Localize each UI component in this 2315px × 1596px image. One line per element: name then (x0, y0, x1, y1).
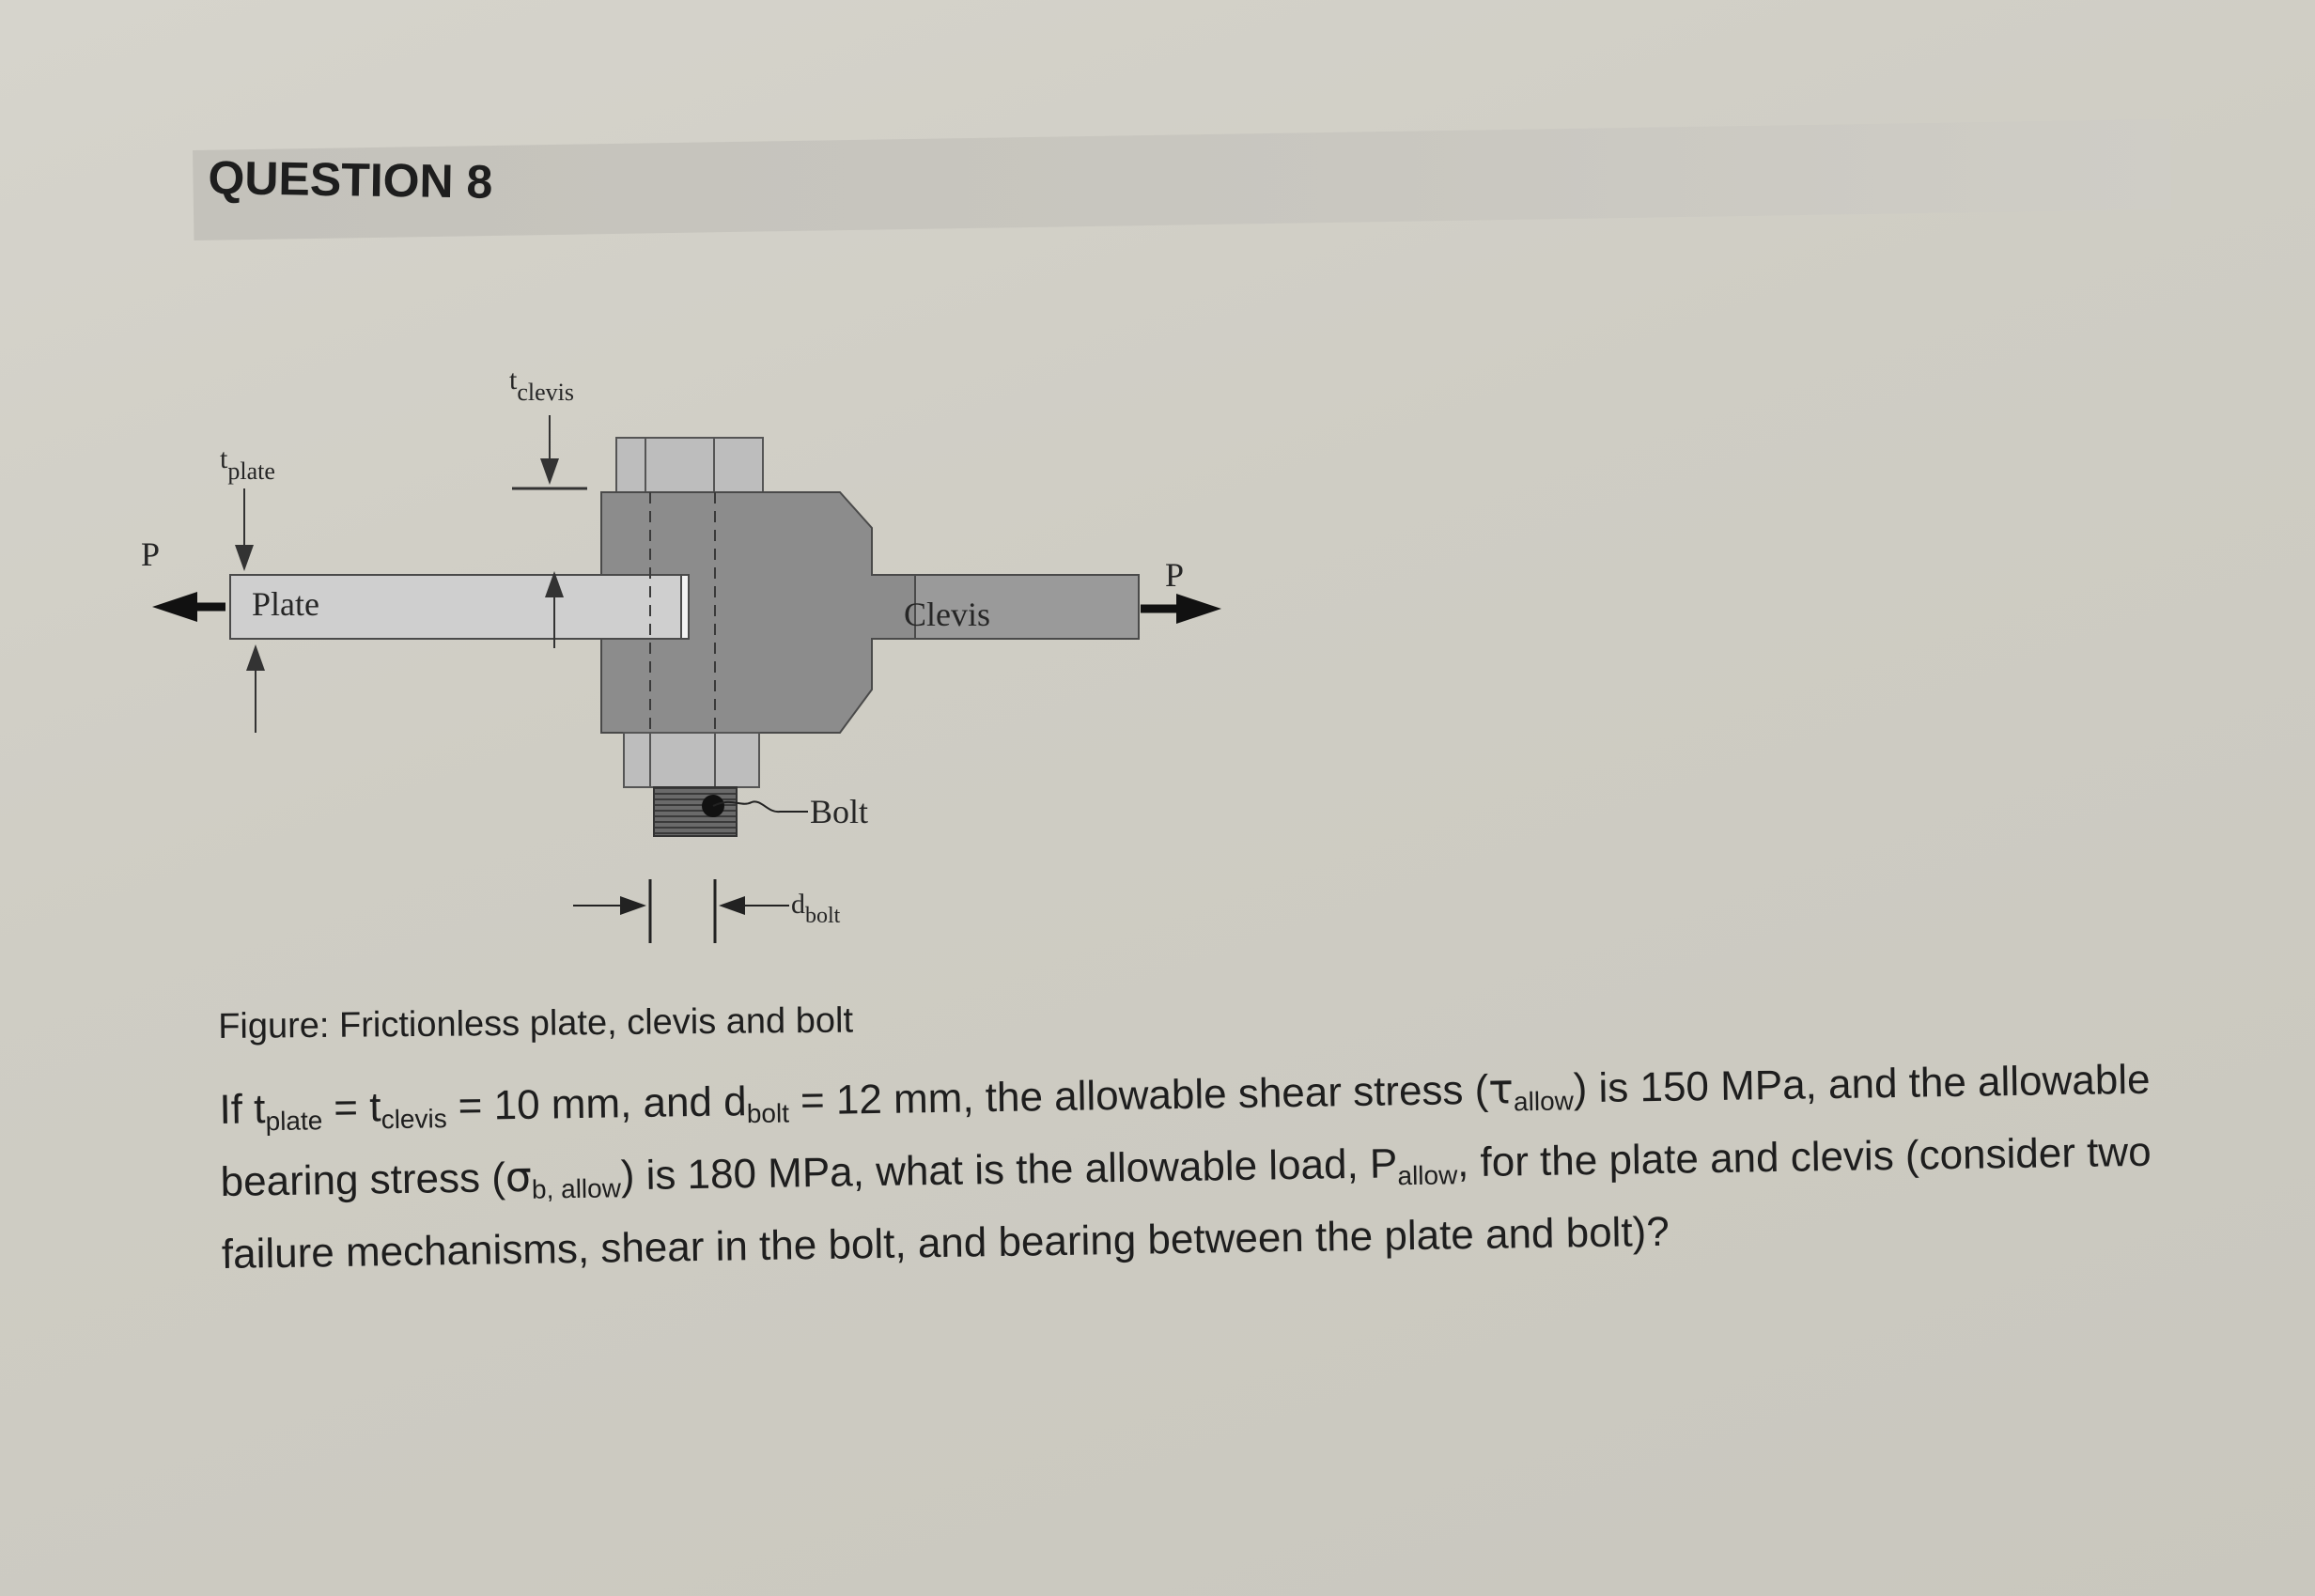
label-t-clevis: tclevis (509, 364, 574, 406)
t-plate-arrow-up (246, 644, 265, 671)
figure-caption: Figure: Frictionless plate, clevis and bolt (218, 1000, 854, 1046)
plate-clevis-bolt-figure (141, 357, 1212, 958)
bolt-nut (654, 787, 737, 836)
t-plate-arrow-down (235, 545, 254, 571)
question-heading: QUESTION 8 (208, 150, 493, 209)
left-arrowhead (152, 592, 197, 622)
label-p-left: P (141, 535, 161, 573)
question-text: If $t_{plate} = t_{clevis} = 10$ mm, and $d_{bolt} = 12$ mm, the allowable shear stress $(\tau_{allow})$ is 150 MPa, and the allowable bearing stress $(\sigma_{b, allow})$ is 180 MPa, what is the allowable load, $P_{allow}$, for the plate and clevis (consider two failure mechanisms, shear in the bolt, and bearing between the plate and bolt)? (219, 1056, 2152, 1278)
d-bolt-arrow-right (620, 896, 646, 915)
label-p-right: P (1165, 556, 1185, 594)
label-d-bolt: $d_{bolt}$ (791, 889, 841, 928)
label-t-plate: tplate (220, 443, 275, 485)
label-clevis: Clevis (904, 596, 991, 633)
label-bolt: Bolt (810, 793, 869, 830)
right-arrowhead (1176, 594, 1221, 624)
clevis-bottom-cap (624, 733, 759, 787)
label-plate: Plate (252, 585, 319, 623)
t-clevis-arrow-down (540, 458, 559, 485)
figure-svg (141, 357, 1212, 958)
clevis-top-cap (616, 438, 763, 492)
